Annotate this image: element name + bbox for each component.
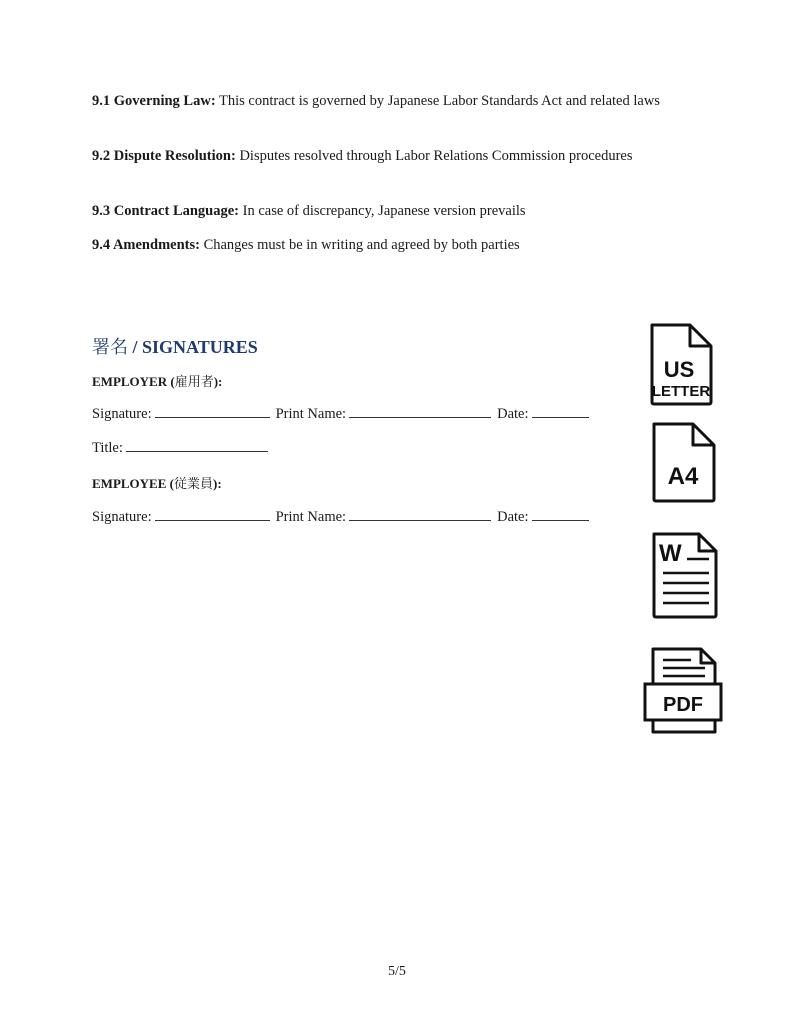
clause-text: This contract is governed by Japanese Labor Standards Act and related laws xyxy=(219,93,660,109)
employer-print-name-field[interactable] xyxy=(349,403,491,418)
pdf-icon-label: PDF xyxy=(663,694,703,716)
employee-signature-line xyxy=(92,506,595,527)
pdf-icon[interactable] xyxy=(643,646,723,734)
us-letter-icon-line2: LETTER xyxy=(651,383,711,400)
employer-title-field[interactable] xyxy=(126,437,268,452)
page-number: 5/5 xyxy=(388,964,406,979)
word-document-icon-label: W xyxy=(659,540,682,567)
employee-date-field[interactable] xyxy=(532,506,589,521)
word-document-icon[interactable] xyxy=(651,531,719,619)
us-letter-icon-line1: US xyxy=(663,357,695,382)
clause-amendments xyxy=(92,235,712,256)
employer-signature-line xyxy=(92,403,595,424)
clause-text: Changes must be in writing and agreed by both parties xyxy=(203,237,520,253)
print-name-label: Print Name: xyxy=(275,406,347,422)
signatures-heading-jp: 署名 xyxy=(92,337,128,357)
employer-label-en: EMPLOYER ( xyxy=(92,374,175,389)
signatures-heading-en: SIGNATURES xyxy=(142,337,258,357)
clause-title: 9.2 Dispute Resolution: xyxy=(92,148,236,164)
clause-text: Disputes resolved through Labor Relations Commission procedures xyxy=(239,148,633,164)
us-letter-icon[interactable] xyxy=(648,322,714,406)
employer-label-jp: 雇用者 xyxy=(174,374,214,389)
clause-text: In case of discrepancy, Japanese version prevails xyxy=(242,203,526,219)
employee-label-en: EMPLOYEE ( xyxy=(92,476,174,491)
signatures-heading xyxy=(92,333,258,359)
employee-label-jp: 従業員 xyxy=(173,476,213,491)
signatures-heading-separator: / xyxy=(128,337,143,357)
clause-governing-law xyxy=(92,91,712,112)
employee-signature-field[interactable] xyxy=(155,506,270,521)
clause-title: 9.4 Amendments: xyxy=(92,237,200,253)
clause-title: 9.3 Contract Language: xyxy=(92,203,240,219)
employer-date-field[interactable] xyxy=(532,403,589,418)
employee-label xyxy=(92,473,222,492)
employer-signature-field[interactable] xyxy=(155,403,270,418)
employer-title-line xyxy=(92,437,274,458)
a4-icon-label: A4 xyxy=(667,463,699,490)
clause-dispute-resolution xyxy=(92,146,712,167)
date-label: Date: xyxy=(497,406,529,422)
title-label: Title: xyxy=(92,440,123,456)
signature-label: Signature: xyxy=(92,509,152,525)
signature-label: Signature: xyxy=(92,406,152,422)
employer-label xyxy=(92,371,222,390)
print-name-label: Print Name: xyxy=(275,509,347,525)
a4-icon[interactable] xyxy=(651,421,717,503)
employer-label-end: ): xyxy=(213,374,223,389)
clause-title: 9.1 Governing Law: xyxy=(92,93,216,109)
employee-label-end: ): xyxy=(213,476,222,491)
clause-contract-language xyxy=(92,201,712,222)
employee-print-name-field[interactable] xyxy=(349,506,491,521)
date-label: Date: xyxy=(497,509,529,525)
